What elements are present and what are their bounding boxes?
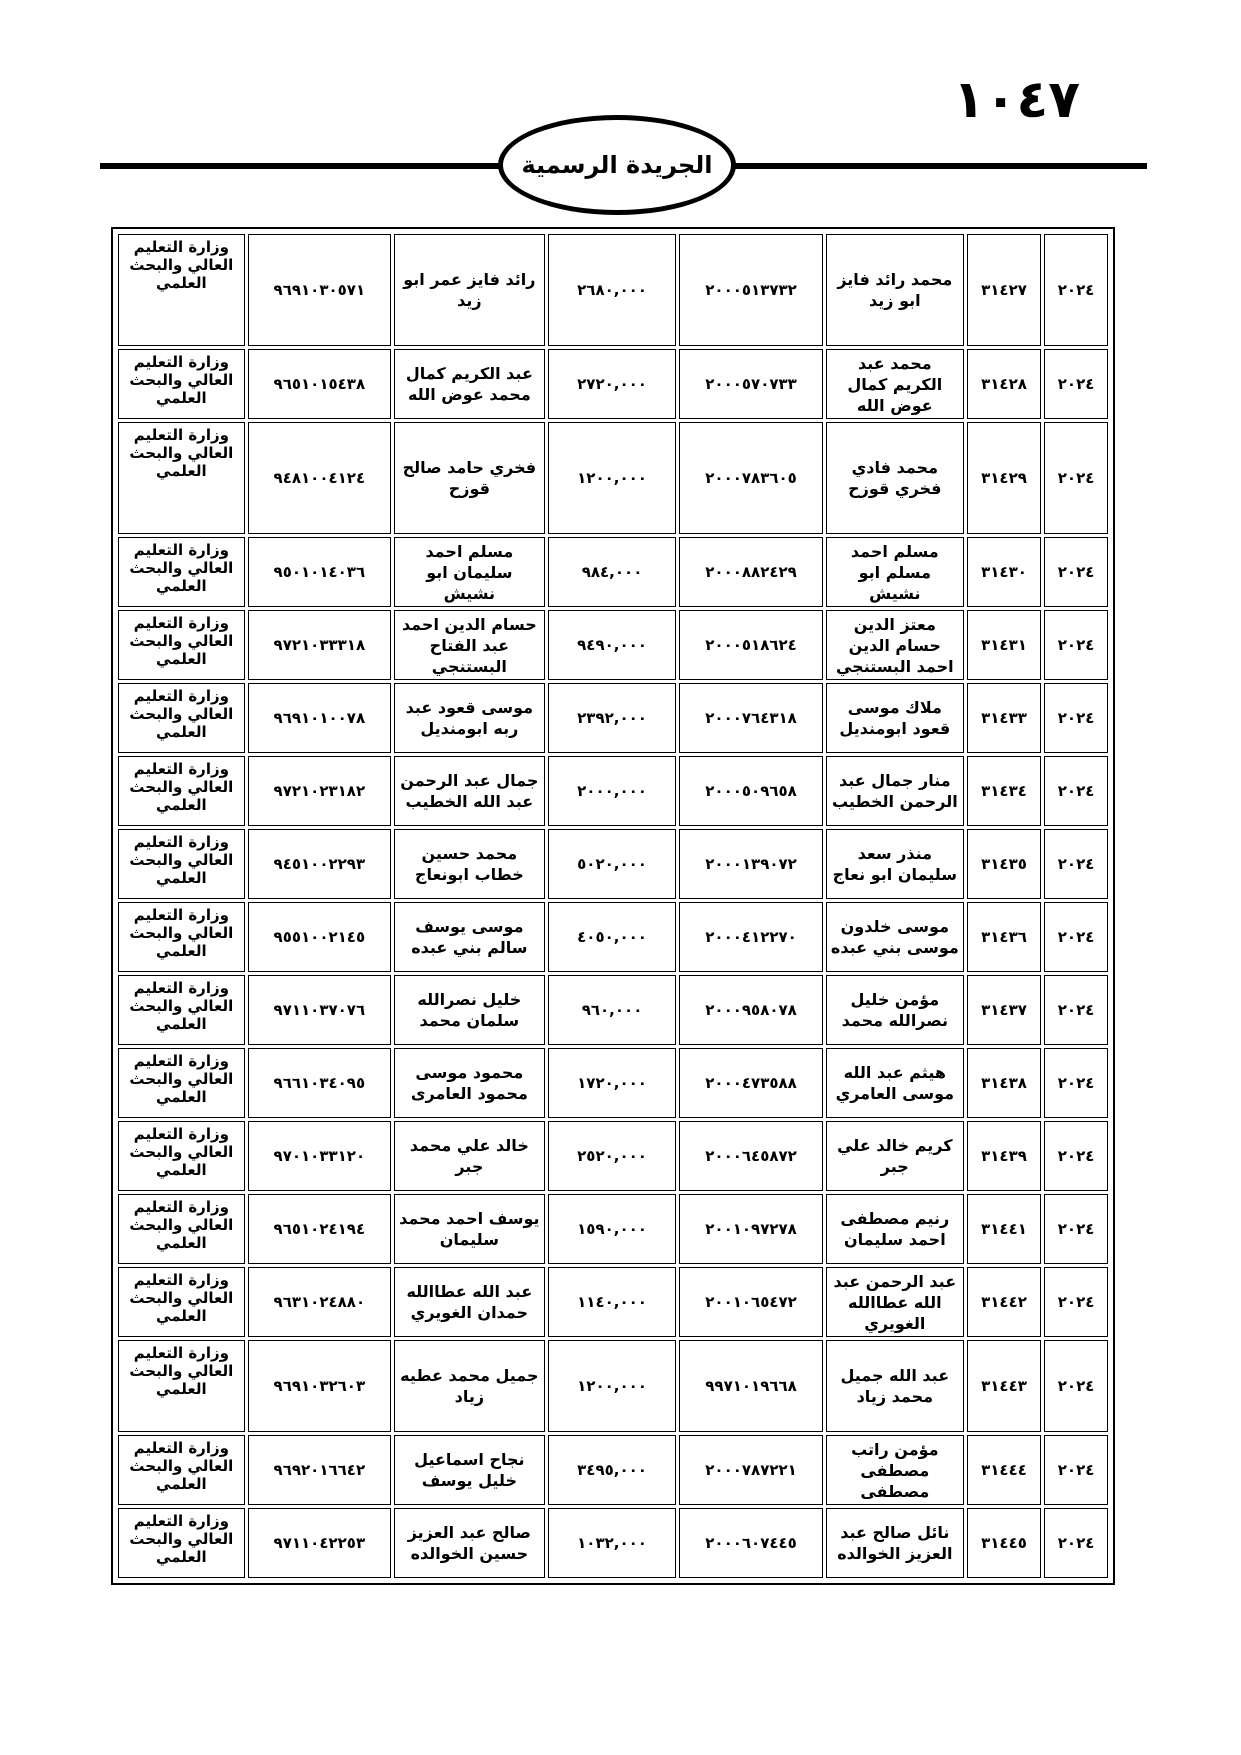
table-cell-guarantor: محمد حسين خطاب ابونعاج xyxy=(394,829,545,899)
table-cell-year: ٢٠٢٤ xyxy=(1044,1267,1108,1337)
table-cell-national-number: ٩٧٢١٠٢٣١٨٢ xyxy=(248,756,391,826)
table-row xyxy=(118,683,1108,753)
table-row xyxy=(118,422,1108,534)
table-cell-name: محمد فادي فخري قوزح xyxy=(826,422,964,534)
table-cell-id-number: ٢٠٠٠٧٨٧٢٢١ xyxy=(679,1435,822,1505)
table-cell-name: ملاك موسى قعود ابومنديل xyxy=(826,683,964,753)
table-cell-id-number: ٢٠٠٠٦٤٥٨٧٢ xyxy=(679,1121,822,1191)
table-cell-ministry: وزارة التعليم العالي والبحث العلمي xyxy=(118,234,245,346)
table-cell-guarantor: نجاح اسماعيل خليل يوسف xyxy=(394,1435,545,1505)
table-row xyxy=(118,610,1108,680)
table-cell-serial: ٣١٤٢٨ xyxy=(967,349,1041,419)
table-cell-serial: ٣١٤٤٢ xyxy=(967,1267,1041,1337)
table-cell-serial: ٣١٤٤٣ xyxy=(967,1340,1041,1432)
page-number: ١٠٤٧ xyxy=(953,70,1080,130)
table-cell-serial: ٣١٤٣٤ xyxy=(967,756,1041,826)
table-cell-serial: ٣١٤٢٧ xyxy=(967,234,1041,346)
table-row xyxy=(118,1194,1108,1264)
table-cell-guarantor: يوسف احمد محمد سليمان xyxy=(394,1194,545,1264)
table-row xyxy=(118,1121,1108,1191)
table-cell-year: ٢٠٢٤ xyxy=(1044,537,1108,607)
table-cell-ministry: وزارة التعليم العالي والبحث العلمي xyxy=(118,1435,245,1505)
table-cell-name: مؤمن راتب مصطفى مصطفى xyxy=(826,1435,964,1505)
table-cell-national-number: ٩٧١١٠٣٧٠٧٦ xyxy=(248,975,391,1045)
table-cell-guarantor: صالح عبد العزيز حسين الخوالده xyxy=(394,1508,545,1578)
table-cell-year: ٢٠٢٤ xyxy=(1044,422,1108,534)
table-cell-id-number: ٢٠٠٠٨٨٢٤٢٩ xyxy=(679,537,822,607)
table-cell-name: مسلم احمد مسلم ابو نشيش xyxy=(826,537,964,607)
table-row xyxy=(118,1267,1108,1337)
table-cell-serial: ٣١٤٢٩ xyxy=(967,422,1041,534)
table-cell-year: ٢٠٢٤ xyxy=(1044,349,1108,419)
table-cell-id-number: ٢٠٠٠٥١٣٧٣٢ xyxy=(679,234,822,346)
table-body xyxy=(118,234,1108,1578)
table-cell-national-number: ٩٦٥١٠١٥٤٣٨ xyxy=(248,349,391,419)
table-cell-id-number: ٢٠٠٠٧٨٣٦٠٥ xyxy=(679,422,822,534)
table-cell-id-number: ٢٠٠٠٧٦٤٣١٨ xyxy=(679,683,822,753)
table-cell-guarantor: رائد فايز عمر ابو زيد xyxy=(394,234,545,346)
table-cell-ministry: وزارة التعليم العالي والبحث العلمي xyxy=(118,829,245,899)
table-row xyxy=(118,1340,1108,1432)
table-cell-year: ٢٠٢٤ xyxy=(1044,1508,1108,1578)
table-cell-guarantor: موسى قعود عبد ربه ابومنديل xyxy=(394,683,545,753)
table-cell-guarantor: عبد الله عطاالله حمدان الغويري xyxy=(394,1267,545,1337)
table-cell-guarantor: موسى يوسف سالم بني عبده xyxy=(394,902,545,972)
table-cell-ministry: وزارة التعليم العالي والبحث العلمي xyxy=(118,1194,245,1264)
table-cell-year: ٢٠٢٤ xyxy=(1044,902,1108,972)
table-cell-ministry: وزارة التعليم العالي والبحث العلمي xyxy=(118,683,245,753)
table-cell-name: مؤمن خليل نصرالله محمد xyxy=(826,975,964,1045)
table-row xyxy=(118,1435,1108,1505)
table-cell-name: عبد الرحمن عبد الله عطاالله الغويري xyxy=(826,1267,964,1337)
table-cell-ministry: وزارة التعليم العالي والبحث العلمي xyxy=(118,610,245,680)
table-cell-national-number: ٩٦٥١٠٢٤١٩٤ xyxy=(248,1194,391,1264)
table-cell-national-number: ٩٦٩٢٠١٦٦٤٢ xyxy=(248,1435,391,1505)
table-cell-year: ٢٠٢٤ xyxy=(1044,1121,1108,1191)
table-cell-amount: ٢٣٩٢,٠٠٠ xyxy=(548,683,677,753)
table-cell-ministry: وزارة التعليم العالي والبحث العلمي xyxy=(118,902,245,972)
table-cell-amount: ٤٠٥٠,٠٠٠ xyxy=(548,902,677,972)
table-row xyxy=(118,756,1108,826)
table-cell-ministry: وزارة التعليم العالي والبحث العلمي xyxy=(118,1340,245,1432)
table-cell-id-number: ٢٠٠٠٥١٨٦٢٤ xyxy=(679,610,822,680)
table-cell-serial: ٣١٤٣٩ xyxy=(967,1121,1041,1191)
table-cell-ministry: وزارة التعليم العالي والبحث العلمي xyxy=(118,349,245,419)
table-cell-ministry: وزارة التعليم العالي والبحث العلمي xyxy=(118,756,245,826)
table-cell-year: ٢٠٢٤ xyxy=(1044,975,1108,1045)
table-cell-serial: ٣١٤٤١ xyxy=(967,1194,1041,1264)
table-cell-id-number: ٢٠٠٠١٣٩٠٧٢ xyxy=(679,829,822,899)
table-cell-id-number: ٢٠٠٠٥٠٩٦٥٨ xyxy=(679,756,822,826)
table-cell-guarantor: خليل نصرالله سلمان محمد xyxy=(394,975,545,1045)
table-cell-ministry: وزارة التعليم العالي والبحث العلمي xyxy=(118,1267,245,1337)
gazette-title: الجريدة الرسمية xyxy=(521,151,713,179)
table-cell-national-number: ٩٤٨١٠٠٤١٢٤ xyxy=(248,422,391,534)
table-cell-ministry: وزارة التعليم العالي والبحث العلمي xyxy=(118,537,245,607)
table-row xyxy=(118,975,1108,1045)
table-cell-amount: ٩٤٩٠,٠٠٠ xyxy=(548,610,677,680)
table-row xyxy=(118,829,1108,899)
table-cell-year: ٢٠٢٤ xyxy=(1044,1194,1108,1264)
table-cell-guarantor: جمال عبد الرحمن عبد الله الخطيب xyxy=(394,756,545,826)
table-row xyxy=(118,537,1108,607)
table-cell-id-number: ٩٩٧١٠١٩٦٦٨ xyxy=(679,1340,822,1432)
table-cell-id-number: ٢٠٠١٠٩٧٢٧٨ xyxy=(679,1194,822,1264)
table-cell-id-number: ٢٠٠٠٤٧٣٥٨٨ xyxy=(679,1048,822,1118)
table-cell-amount: ١٢٠٠,٠٠٠ xyxy=(548,1340,677,1432)
table-cell-amount: ٩٨٤,٠٠٠ xyxy=(548,537,677,607)
table-cell-national-number: ٩٤٥١٠٠٢٢٩٣ xyxy=(248,829,391,899)
table-cell-ministry: وزارة التعليم العالي والبحث العلمي xyxy=(118,1508,245,1578)
table-cell-year: ٢٠٢٤ xyxy=(1044,756,1108,826)
table-cell-name: كريم خالد علي جبر xyxy=(826,1121,964,1191)
table-cell-ministry: وزارة التعليم العالي والبحث العلمي xyxy=(118,1048,245,1118)
table-cell-year: ٢٠٢٤ xyxy=(1044,1340,1108,1432)
table-cell-serial: ٣١٤٣٨ xyxy=(967,1048,1041,1118)
table-row xyxy=(118,349,1108,419)
table-cell-amount: ١٥٩٠,٠٠٠ xyxy=(548,1194,677,1264)
table-cell-amount: ٢٠٠٠,٠٠٠ xyxy=(548,756,677,826)
table-cell-serial: ٣١٤٤٥ xyxy=(967,1508,1041,1578)
table-cell-serial: ٣١٤٤٤ xyxy=(967,1435,1041,1505)
table-cell-ministry: وزارة التعليم العالي والبحث العلمي xyxy=(118,1121,245,1191)
table-cell-name: عبد الله جميل محمد زياد xyxy=(826,1340,964,1432)
table-cell-amount: ٢٦٨٠,٠٠٠ xyxy=(548,234,677,346)
table-cell-national-number: ٩٧٢١٠٣٣٣١٨ xyxy=(248,610,391,680)
table-cell-amount: ٥٠٢٠,٠٠٠ xyxy=(548,829,677,899)
table-cell-guarantor: محمود موسى محمود العامرى xyxy=(394,1048,545,1118)
table-cell-year: ٢٠٢٤ xyxy=(1044,234,1108,346)
table-cell-year: ٢٠٢٤ xyxy=(1044,1435,1108,1505)
table-cell-year: ٢٠٢٤ xyxy=(1044,683,1108,753)
table-cell-id-number: ٢٠٠٠٩٥٨٠٧٨ xyxy=(679,975,822,1045)
table-cell-name: موسى خلدون موسى بني عبده xyxy=(826,902,964,972)
table-cell-serial: ٣١٤٣٦ xyxy=(967,902,1041,972)
table-cell-amount: ١٢٠٠,٠٠٠ xyxy=(548,422,677,534)
table-cell-guarantor: حسام الدين احمد عبد الفتاح البستنجي xyxy=(394,610,545,680)
table-cell-serial: ٣١٤٣٧ xyxy=(967,975,1041,1045)
table-cell-serial: ٣١٤٣٥ xyxy=(967,829,1041,899)
table-cell-id-number: ٢٠٠٠٦٠٧٤٤٥ xyxy=(679,1508,822,1578)
table-cell-name: محمد عبد الكريم كمال عوض الله xyxy=(826,349,964,419)
table-cell-amount: ١١٤٠,٠٠٠ xyxy=(548,1267,677,1337)
table-cell-serial: ٣١٤٣١ xyxy=(967,610,1041,680)
table-cell-amount: ١٧٢٠,٠٠٠ xyxy=(548,1048,677,1118)
table-cell-id-number: ٢٠٠١٠٦٥٤٧٢ xyxy=(679,1267,822,1337)
table-cell-id-number: ٢٠٠٠٤١٢٢٧٠ xyxy=(679,902,822,972)
table-cell-year: ٢٠٢٤ xyxy=(1044,829,1108,899)
table-cell-national-number: ٩٧١١٠٤٢٢٥٣ xyxy=(248,1508,391,1578)
table-cell-national-number: ٩٥٠١٠١٤٠٣٦ xyxy=(248,537,391,607)
table-cell-national-number: ٩٦٩١٠٣٢٦٠٣ xyxy=(248,1340,391,1432)
table-cell-national-number: ٩٦٦١٠٣٤٠٩٥ xyxy=(248,1048,391,1118)
table-cell-name: هيثم عبد الله موسى العامري xyxy=(826,1048,964,1118)
table-cell-amount: ٢٧٢٠,٠٠٠ xyxy=(548,349,677,419)
table-row xyxy=(118,1508,1108,1578)
table-cell-national-number: ٩٦٩١٠١٠٠٧٨ xyxy=(248,683,391,753)
table-cell-guarantor: فخري حامد صالح قوزح xyxy=(394,422,545,534)
table-cell-name: منذر سعد سليمان ابو نعاج xyxy=(826,829,964,899)
table-cell-guarantor: خالد علي محمد جبر xyxy=(394,1121,545,1191)
header-oval xyxy=(498,115,736,215)
table-cell-amount: ٢٥٢٠,٠٠٠ xyxy=(548,1121,677,1191)
table-cell-national-number: ٩٦٣١٠٢٤٨٨٠ xyxy=(248,1267,391,1337)
table-cell-year: ٢٠٢٤ xyxy=(1044,610,1108,680)
table-cell-guarantor: عبد الكريم كمال محمد عوض الله xyxy=(394,349,545,419)
table-cell-amount: ١٠٣٢,٠٠٠ xyxy=(548,1508,677,1578)
table-row xyxy=(118,234,1108,346)
table-cell-national-number: ٩٥٥١٠٠٢١٤٥ xyxy=(248,902,391,972)
table-cell-national-number: ٩٧٠١٠٣٣١٢٠ xyxy=(248,1121,391,1191)
table-cell-amount: ٣٤٩٥,٠٠٠ xyxy=(548,1435,677,1505)
table-cell-name: محمد رائد فايز ابو زيد xyxy=(826,234,964,346)
table-row xyxy=(118,902,1108,972)
table-cell-serial: ٣١٤٣٣ xyxy=(967,683,1041,753)
table-cell-guarantor: مسلم احمد سليمان ابو نشيش xyxy=(394,537,545,607)
records-table-frame xyxy=(111,227,1115,1585)
table-cell-year: ٢٠٢٤ xyxy=(1044,1048,1108,1118)
table-cell-ministry: وزارة التعليم العالي والبحث العلمي xyxy=(118,422,245,534)
table-row xyxy=(118,1048,1108,1118)
records-table xyxy=(115,231,1111,1581)
table-cell-name: نائل صالح عبد العزيز الخوالده xyxy=(826,1508,964,1578)
table-cell-name: رنيم مصطفى احمد سليمان xyxy=(826,1194,964,1264)
table-cell-national-number: ٩٦٩١٠٣٠٥٧١ xyxy=(248,234,391,346)
table-cell-name: معتز الدين حسام الدين احمد البستنجي xyxy=(826,610,964,680)
table-cell-serial: ٣١٤٣٠ xyxy=(967,537,1041,607)
table-cell-name: منار جمال عبد الرحمن الخطيب xyxy=(826,756,964,826)
table-cell-id-number: ٢٠٠٠٥٧٠٧٣٣ xyxy=(679,349,822,419)
table-cell-guarantor: جميل محمد عطيه زياد xyxy=(394,1340,545,1432)
table-cell-ministry: وزارة التعليم العالي والبحث العلمي xyxy=(118,975,245,1045)
table-cell-amount: ٩٦٠,٠٠٠ xyxy=(548,975,677,1045)
